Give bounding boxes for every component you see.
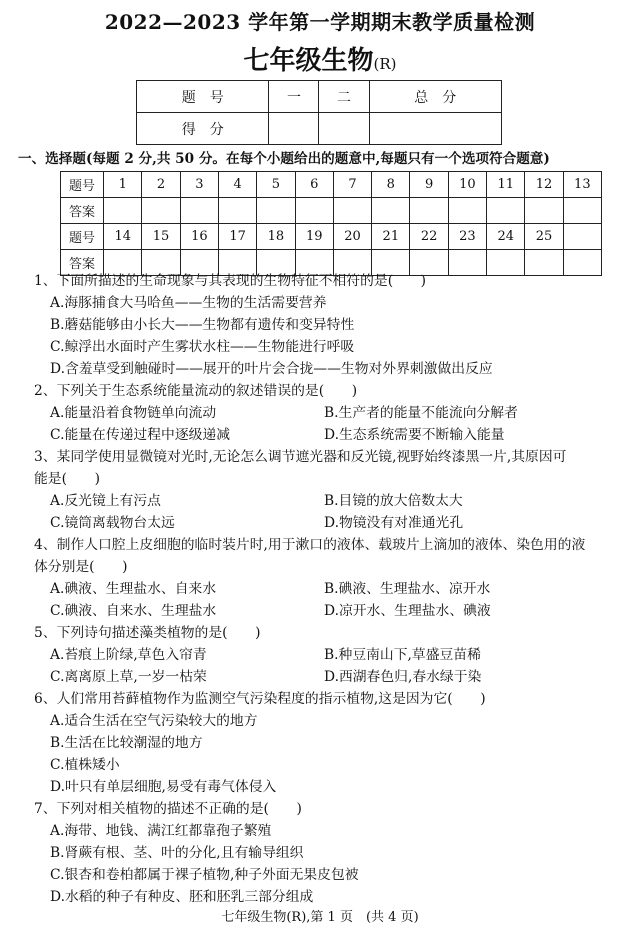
grid-num: 21 bbox=[372, 224, 410, 250]
option: D.西湖春色归,春水绿于染 bbox=[324, 669, 482, 685]
question-stem: 4、制作人口腔上皮细胞的临时装片时,用于漱口的液体、载玻片上滴加的液体、染色用的液 bbox=[34, 537, 586, 553]
question-1 bbox=[34, 270, 624, 380]
option: A.海豚捕食大马哈鱼——生物的生活需要营养 bbox=[50, 295, 327, 311]
option: D.含羞草受到触碰时——展开的叶片会合拢——生物对外界刺激做出反应 bbox=[50, 361, 493, 377]
answer-cell bbox=[563, 198, 601, 224]
score-cell: 得 分 bbox=[137, 113, 269, 145]
option: D.物镜没有对准通光孔 bbox=[324, 515, 464, 531]
option: A.碘液、生理盐水、自来水 bbox=[50, 581, 217, 597]
grid-num: 13 bbox=[563, 172, 601, 198]
option: B.生产者的能量不能流向分解者 bbox=[324, 405, 518, 421]
option: D.水稻的种子有种皮、胚和胚乳三部分组成 bbox=[50, 889, 314, 905]
grid-num bbox=[563, 224, 601, 250]
grid-num: 11 bbox=[487, 172, 525, 198]
option-row bbox=[34, 644, 624, 666]
option: C.碘液、自来水、生理盐水 bbox=[50, 603, 217, 619]
answer-cell bbox=[410, 198, 448, 224]
option: B.种豆南山下,草盛豆苗稀 bbox=[324, 647, 481, 663]
option-row bbox=[34, 666, 624, 688]
option: A.能量沿着食物链单向流动 bbox=[50, 405, 217, 421]
score-table bbox=[136, 80, 502, 145]
option: D.叶只有单层细胞,易受有毒气体侵入 bbox=[50, 779, 277, 795]
option: C.能量在传递过程中逐级递减 bbox=[50, 427, 231, 443]
grid-num: 8 bbox=[372, 172, 410, 198]
grid-label: 答案 bbox=[61, 250, 104, 276]
grid-label: 题号 bbox=[61, 172, 104, 198]
question-stem: 6、人们常用苔藓植物作为监测空气污染程度的指示植物,这是因为它( ) bbox=[34, 691, 486, 707]
grid-num: 20 bbox=[333, 224, 371, 250]
grid-num: 6 bbox=[295, 172, 333, 198]
score-cell bbox=[269, 113, 319, 145]
answer-cell bbox=[372, 198, 410, 224]
exam-title: 2022—2023 学年第一学期期末教学质量检测 bbox=[104, 10, 536, 34]
grid-num: 17 bbox=[218, 224, 256, 250]
grid-num: 12 bbox=[525, 172, 563, 198]
option: B.蘑菇能够由小长大——生物都有遗传和变异特性 bbox=[50, 317, 355, 333]
grid-num: 18 bbox=[257, 224, 295, 250]
edition-mark: (R) bbox=[373, 55, 397, 73]
answer-grid-number-row bbox=[61, 224, 602, 250]
grid-num: 7 bbox=[333, 172, 371, 198]
option-row bbox=[34, 402, 624, 424]
option: B.目镜的放大倍数太大 bbox=[324, 493, 463, 509]
grid-num: 24 bbox=[487, 224, 525, 250]
option: A.苔痕上阶绿,草色入帘青 bbox=[50, 647, 207, 663]
question-stem: 1、下面所描述的生命现象与其表现的生物特征不相符的是( ) bbox=[34, 273, 427, 289]
option: A.反光镜上有污点 bbox=[50, 493, 161, 509]
option: C.镜筒离载物台太远 bbox=[50, 515, 175, 531]
page-footer: 七年级生物(R),第 1 页 (共 4 页) bbox=[221, 910, 419, 925]
answer-grid-number-row bbox=[61, 172, 602, 198]
score-table-row bbox=[137, 81, 502, 113]
grid-num: 14 bbox=[104, 224, 142, 250]
option-row bbox=[34, 424, 624, 446]
score-table-row bbox=[137, 113, 502, 145]
grid-num: 25 bbox=[525, 224, 563, 250]
answer-cell bbox=[448, 198, 486, 224]
answer-cell bbox=[295, 198, 333, 224]
grid-num: 19 bbox=[295, 224, 333, 250]
grid-num: 22 bbox=[410, 224, 448, 250]
answer-cell bbox=[142, 198, 180, 224]
score-cell bbox=[369, 113, 501, 145]
section-heading: 一、选择题(每题 2 分,共 50 分。在每个小题给出的题意中,每题只有一个选项符合题意) bbox=[18, 151, 550, 167]
answer-cell bbox=[104, 198, 142, 224]
subject-title: 七年级生物 bbox=[243, 46, 374, 76]
score-cell bbox=[319, 113, 369, 145]
option: C.鲸浮出水面时产生雾状水柱——生物能进行呼吸 bbox=[50, 339, 355, 355]
grid-num: 9 bbox=[410, 172, 448, 198]
question-list bbox=[34, 270, 624, 908]
option: A.适合生活在空气污染较大的地方 bbox=[50, 713, 258, 729]
grid-num: 15 bbox=[142, 224, 180, 250]
grid-num: 1 bbox=[104, 172, 142, 198]
question-stem-continued: 能是( ) bbox=[34, 471, 100, 487]
grid-label: 答案 bbox=[61, 198, 104, 224]
option: B.肾蕨有根、茎、叶的分化,且有输导组织 bbox=[50, 845, 304, 861]
question-stem-continued: 体分别是( ) bbox=[34, 559, 128, 575]
answer-cell bbox=[257, 198, 295, 224]
question-stem: 3、某同学使用显微镜对光时,无论怎么调节遮光器和反光镜,视野始终漆黑一片,其原因可 bbox=[34, 449, 567, 465]
answer-cell bbox=[218, 198, 256, 224]
question-stem: 7、下列对相关植物的描述不正确的是( ) bbox=[34, 801, 302, 817]
question-6 bbox=[34, 688, 624, 798]
question-4 bbox=[34, 534, 624, 622]
option: C.植株矮小 bbox=[50, 757, 120, 773]
score-cell: 总 分 bbox=[369, 81, 501, 113]
answer-cell bbox=[487, 198, 525, 224]
question-3 bbox=[34, 446, 624, 534]
question-2 bbox=[34, 380, 624, 446]
exam-subtitle bbox=[0, 40, 640, 77]
score-cell: 一 bbox=[269, 81, 319, 113]
score-cell: 题 号 bbox=[137, 81, 269, 113]
option: D.凉开水、生理盐水、碘液 bbox=[324, 603, 491, 619]
answer-cell bbox=[525, 198, 563, 224]
option: C.离离原上草,一岁一枯荣 bbox=[50, 669, 207, 685]
option: C.银杏和卷柏都属于裸子植物,种子外面无果皮包被 bbox=[50, 867, 359, 883]
question-5 bbox=[34, 622, 624, 688]
option-row bbox=[34, 512, 624, 534]
option: B.碘液、生理盐水、凉开水 bbox=[324, 581, 491, 597]
grid-num: 16 bbox=[180, 224, 218, 250]
question-stem: 2、下列关于生态系统能量流动的叙述错误的是( ) bbox=[34, 383, 358, 399]
answer-grid bbox=[60, 171, 602, 276]
option: D.生态系统需要不断输入能量 bbox=[324, 427, 505, 443]
option: A.海带、地钱、满江红都靠孢子繁殖 bbox=[50, 823, 272, 839]
question-7 bbox=[34, 798, 624, 908]
score-cell: 二 bbox=[319, 81, 369, 113]
grid-num: 23 bbox=[448, 224, 486, 250]
answer-grid-answer-row bbox=[61, 198, 602, 224]
question-stem: 5、下列诗句描述藻类植物的是( ) bbox=[34, 625, 261, 641]
grid-num: 10 bbox=[448, 172, 486, 198]
option-row bbox=[34, 490, 624, 512]
option-row bbox=[34, 600, 624, 622]
answer-cell bbox=[180, 198, 218, 224]
option: B.生活在比较潮湿的地方 bbox=[50, 735, 203, 751]
grid-num: 4 bbox=[218, 172, 256, 198]
grid-num: 5 bbox=[257, 172, 295, 198]
grid-num: 2 bbox=[142, 172, 180, 198]
option-row bbox=[34, 578, 624, 600]
grid-label: 题号 bbox=[61, 224, 104, 250]
grid-num: 3 bbox=[180, 172, 218, 198]
answer-cell bbox=[333, 198, 371, 224]
